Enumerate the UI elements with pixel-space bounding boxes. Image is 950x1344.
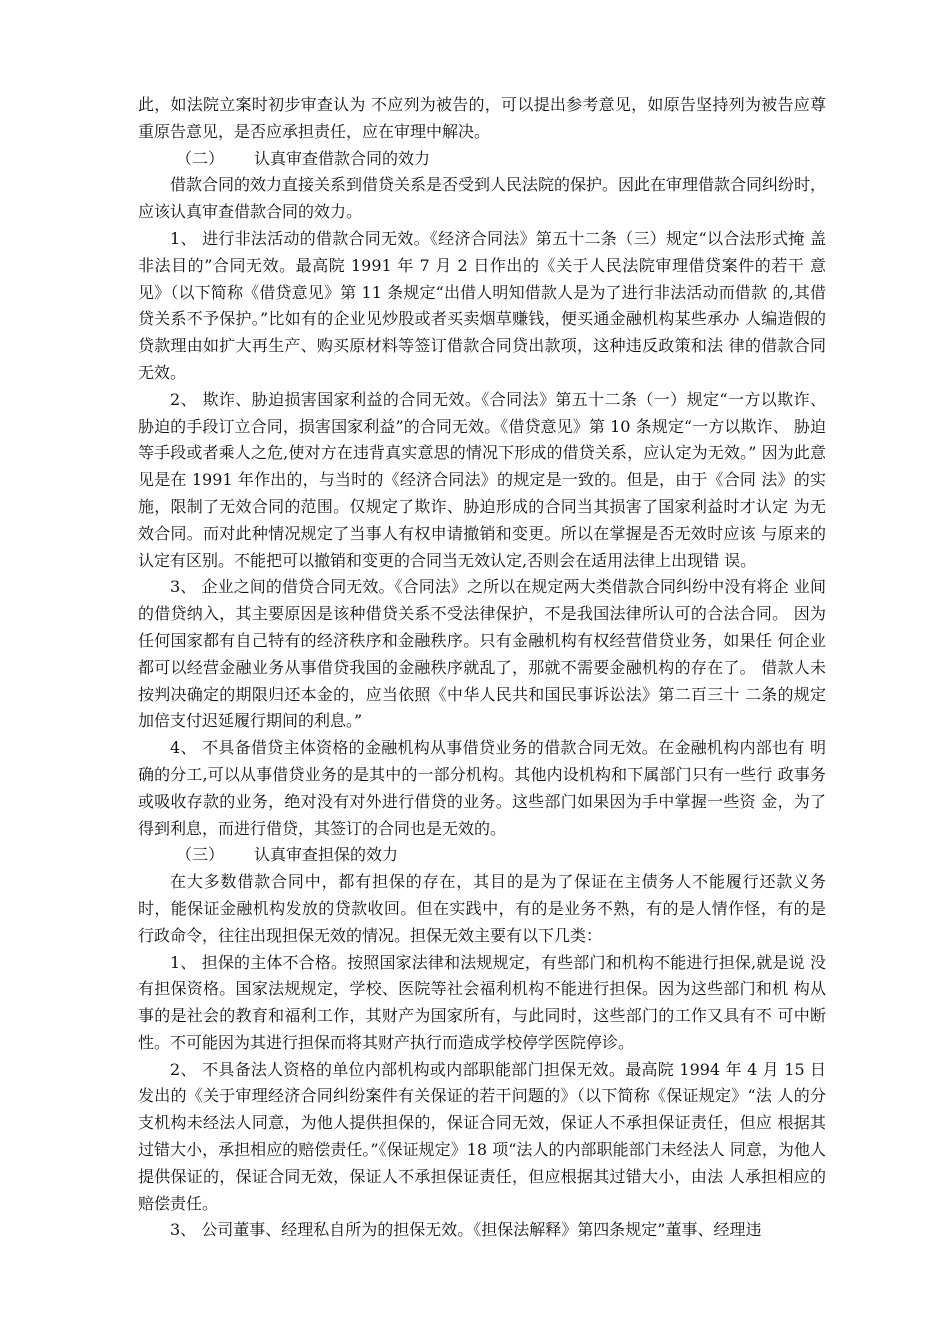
paragraph-intro: 此，如法院立案时初步审查认为 不应列为被告的，可以提出参考意见，如原告坚持列为被告应尊重原告意见，是否应承担责任，应在审理中解决。 bbox=[138, 95, 826, 141]
document-page bbox=[138, 92, 826, 1244]
paragraph-item-2: 2、 欺诈、胁迫损害国家利益的合同无效。《合同法》第五十二条（一）规定“一方以欺诈、 胁迫的手段订立合同，损害国家利益”的合同无效。《借贷意见》第 10 条规定“一方以欺诈、 胁迫等手段或者乘人之危,使对方在违背真实意思的情况下形成的借贷关系，应认定为无效。” 因为此意见是在 1991 年作出的，与当时的《经济合同法》的规定是一致的。但是，由于《合同 法》的实施，限制了无效合同的范围。仅规定了欺诈、胁迫形成的合同当其损害了国家利益时才认定 为无效合同。而对此种情况规定了当事人有权申请撤销和变更。所以在掌握是否无效时应该 与原来的认定有区别。不能把可以撤销和变更的合同当无效认定,否则会在适用法律上出现错 误。 bbox=[138, 389, 826, 570]
section-title: 认真审查借款合同的效力 bbox=[254, 148, 431, 168]
paragraph-item-1: 1、 进行非法活动的借款合同无效。《经济合同法》第五十二条（三）规定“以合法形式掩 盖非法目的”合同无效。最高院 1991 年 7 月 2 日作出的《关于人民法院审理借贷案件的若干 意见》（以下简称《借贷意见》第 11 条规定“出借人明知借款人是为了进行非法活动而借款 的,其借贷关系不予保护。”比如有的企业见炒股或者买卖烟草赚钱，便买通金融机构某些承办 人编造假的贷款理由如扩大再生产、购买原材料等签订借款合同贷出款项，这种违反政策和法 律的借款合同无效。 bbox=[138, 228, 826, 382]
section-heading-2 bbox=[138, 146, 826, 173]
section-number: （二） bbox=[176, 148, 225, 168]
paragraph-item-4: 4、 不具备借贷主体资格的金融机构从事借贷业务的借款合同无效。在金融机构内部也有 明确的分工,可以从事借贷业务的是其中的一部分机构。其他内设机构和下属部门只有一些行 政事务或吸收存款的业务，绝对没有对外进行借贷的业务。这些部门如果因为手中掌握一些资 金，为了得到利息，而进行借贷，其签订的合同也是无效的。 bbox=[138, 738, 826, 838]
paragraph-item-1: 1、 担保的主体不合格。按照国家法律和法规规定，有些部门和机构不能进行担保,就是说 没有担保资格。国家法规规定，学校、医院等社会福利机构不能进行担保。因为这些部门和机 构从事的是社会的教育和福利工作，其财产为国家所有，与此同时，这些部门的工作又具有不 可中断性。不可能因为其进行担保而将其财产执行而造成学校停学医院停诊。 bbox=[138, 952, 826, 1052]
section-heading-3 bbox=[138, 842, 826, 869]
paragraph-item-3: 3、 公司董事、经理私自所为的担保无效。《担保法解释》第四条规定”董事、经理违 bbox=[170, 1220, 762, 1240]
section-title: 认真审查担保的效力 bbox=[254, 845, 399, 865]
paragraph: 在大多数借款合同中，都有担保的存在，其目的是为了保证在主债务人不能履行还款义务 时，能保证金融机构发放的贷款收回。但在实践中，有的是业务不熟，有的是人情作怪，有的是 行政命令，往往出现担保无效的情况。担保无效主要有以下几类： bbox=[138, 872, 826, 945]
paragraph: 借款合同的效力直接关系到借贷关系是否受到人民法院的保护。因此在审理借款合同纠纷时，应该认真审查借款合同的效力。 bbox=[138, 175, 827, 222]
paragraph-item-3: 3、 企业之间的借贷合同无效。《合同法》之所以在规定两大类借款合同纠纷中没有将企 业间的借贷纳入，其主要原因是该种借贷关系不受法律保护，不是我国法律所认可的合法合同。 因为任何国家都有自己特有的经济秩序和金融秩序。只有金融机构有权经营借贷业务，如果任 何企业都可以经营金融业务从事借贷我国的金融秩序就乱了，那就不需要金融机构的存在了。 借款人未按判决确定的期限归还本金的，应当依照《中华人民共和国民事诉讼法》第二百三十 二条的规定加倍支付迟延履行期间的利息。” bbox=[138, 577, 826, 731]
paragraph-item-2: 2、 不具备法人资格的单位内部机构或内部职能部门担保无效。最高院 1994 年 4 月 15 日发出的《关于审理经济合同纠纷案件有关保证的若干问题的》（以下简称《保证规定》“法 人的分支机构未经法人同意，为他人提供担保的，保证合同无效，保证人不承担保证责任，但应 根据其过错大小，承担相应的赔偿责任。”《保证规定》18 项“法人的内部职能部门未经法人 同意，为他人提供保证的，保证合同无效，保证人不承担保证责任，但应根据其过错大小，由法 人承担相应的赔偿责任。 bbox=[138, 1059, 826, 1213]
section-number: （三） bbox=[176, 845, 225, 865]
